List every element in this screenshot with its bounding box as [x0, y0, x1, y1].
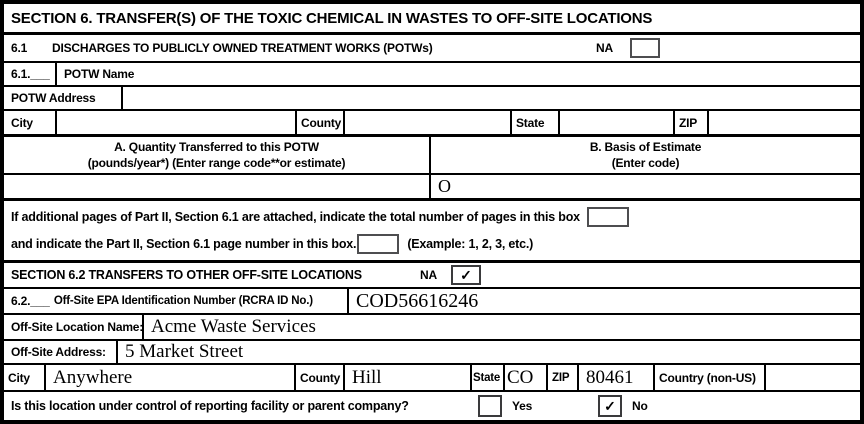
potw-state-label: State [516, 115, 545, 130]
offsite-country-label: Country (non-US) [659, 370, 756, 385]
additional-pages-line2 [11, 234, 860, 254]
epa-id-field[interactable]: COD56616246 [356, 289, 479, 312]
potw-name-cell [57, 63, 860, 85]
additional-pages-text1: If additional pages of Part II, Section 6.1 are attached, indicate the total number of pages in this box [11, 210, 580, 225]
additional-pages-text2: and indicate the Part II, Section 6.1 page number in this box. [11, 236, 357, 251]
control-question: Is this location under control of reporting facility or parent company? [11, 399, 409, 413]
control-no-checkbox[interactable] [598, 395, 622, 417]
offsite-city-row [4, 365, 860, 392]
potw-name-row [4, 63, 860, 87]
offsite-zip-label-cell [548, 365, 579, 390]
section-6-2-na-label: NA [420, 268, 437, 282]
offsite-city-label: City [8, 370, 30, 385]
potw-address-field[interactable] [123, 87, 860, 109]
potw-city-row [4, 111, 860, 137]
additional-pages-line1 [11, 207, 860, 227]
quantity-header-cell [4, 137, 431, 173]
section-6-2-na-checkbox[interactable] [451, 265, 481, 285]
potw-city-label-cell [4, 111, 57, 134]
offsite-name-label-cell [4, 315, 144, 339]
offsite-name-row [4, 315, 860, 341]
potw-city-field[interactable] [57, 111, 297, 134]
epa-id-row-number: 6.2.___ [11, 294, 50, 308]
additional-pages-row [4, 201, 860, 263]
control-yes-label: Yes [512, 399, 533, 413]
quantity-header-line1: A. Quantity Transferred to this POTW [114, 139, 319, 154]
offsite-address-label-cell [4, 341, 118, 363]
offsite-address-row [4, 341, 860, 365]
offsite-name-label: Off-Site Location Name: [11, 320, 144, 334]
potw-zip-field[interactable] [709, 111, 860, 134]
potw-address-row [4, 87, 860, 111]
control-yes-checkbox[interactable] [478, 395, 502, 417]
offsite-name-field[interactable]: Acme Waste Services [151, 316, 316, 337]
offsite-state-label-cell [472, 365, 505, 390]
potw-county-label: County [301, 115, 342, 130]
offsite-city-label-cell [4, 365, 46, 390]
potw-name-label: POTW Name [64, 67, 135, 81]
section-6-1-na-checkbox[interactable] [630, 38, 660, 58]
potw-state-label-cell [512, 111, 560, 134]
potw-address-label: POTW Address [11, 91, 96, 105]
section-6-1-header-row [4, 35, 860, 63]
section-6-title: SECTION 6. TRANSFER(S) OF THE TOXIC CHEMICAL IN WASTES TO OFF-SITE LOCATIONS [11, 9, 653, 27]
offsite-zip-label: ZIP [552, 371, 570, 384]
basis-header-cell [431, 137, 860, 173]
potw-row-number-cell [4, 63, 57, 85]
basis-of-estimate-field[interactable]: O [438, 176, 451, 196]
offsite-zip-field[interactable]: 80461 [579, 365, 655, 390]
section-6-2-na-checkmark: ✓ [460, 266, 472, 283]
basis-header-line1: B. Basis of Estimate [589, 139, 702, 154]
quantity-field[interactable] [4, 175, 431, 198]
quantity-basis-value-row [4, 175, 860, 201]
section-6-1-heading: DISCHARGES TO PUBLICLY OWNED TREATMENT WORKS (POTWs) [52, 41, 433, 55]
quantity-basis-header-row [4, 137, 860, 175]
offsite-state-field[interactable]: CO [505, 365, 548, 390]
potw-city-label: City [11, 115, 33, 130]
offsite-country-field[interactable] [766, 365, 860, 390]
epa-id-label-cell [4, 289, 349, 313]
total-pages-box[interactable] [587, 207, 629, 227]
potw-zip-label-cell [675, 111, 709, 134]
section-6-1-na-label: NA [596, 41, 613, 55]
section-6-2-header-row [4, 263, 860, 289]
section-6-2-heading: SECTION 6.2 TRANSFERS TO OTHER OFF-SITE LOCATIONS [11, 268, 362, 282]
potw-state-field[interactable] [560, 111, 675, 134]
control-no-label: No [632, 399, 648, 413]
epa-id-row [4, 289, 860, 315]
control-question-row [4, 392, 860, 420]
offsite-county-label: County [300, 370, 341, 385]
offsite-address-label: Off-Site Address: [11, 345, 106, 359]
potw-county-field[interactable] [345, 111, 512, 134]
offsite-county-label-cell [296, 365, 345, 390]
potw-row-number-label: 6.1.___ [11, 67, 50, 81]
offsite-city-field[interactable]: Anywhere [46, 365, 296, 390]
control-no-checkmark: ✓ [604, 397, 616, 414]
offsite-country-label-cell [655, 365, 766, 390]
page-number-box[interactable] [357, 234, 399, 254]
additional-pages-example: (Example: 1, 2, 3, etc.) [407, 236, 534, 251]
potw-county-label-cell [297, 111, 345, 134]
section-6-1-number: 6.1 [11, 41, 28, 55]
quantity-header-line2: (pounds/year*) (Enter range code**or estimate) [87, 156, 346, 170]
basis-header-line2: (Enter code) [611, 156, 680, 170]
section-6-header-row [4, 4, 860, 35]
epa-id-label: Off-Site EPA Identification Number (RCRA ID No.) [53, 295, 313, 307]
offsite-county-field[interactable]: Hill [345, 365, 472, 390]
potw-address-label-cell [4, 87, 123, 109]
offsite-address-field[interactable]: 5 Market Street [125, 341, 244, 362]
offsite-state-label: State [473, 371, 501, 384]
potw-zip-label: ZIP [679, 115, 698, 130]
